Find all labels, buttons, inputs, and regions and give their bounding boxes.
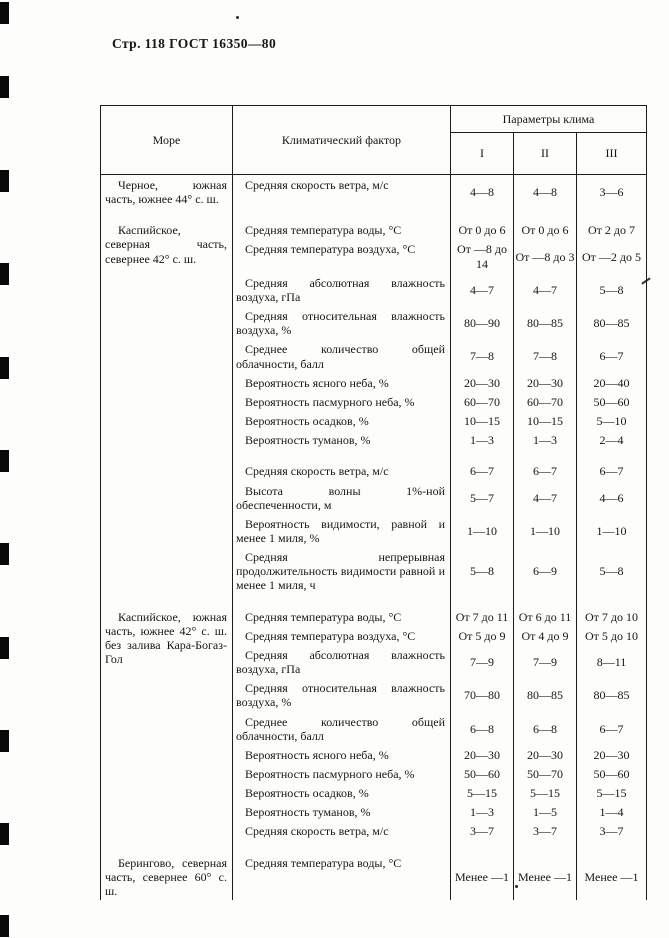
- param-value: 80—85: [577, 306, 647, 339]
- param-value: От 5 до 10: [577, 626, 647, 645]
- col-header-sea: Море: [101, 106, 233, 175]
- param-value: 1—5: [514, 802, 577, 821]
- binding-mark: [0, 170, 9, 192]
- table-body: [101, 175, 647, 901]
- param-value: 3—7: [514, 821, 577, 840]
- param-value: 6—7: [451, 449, 514, 480]
- climatic-factor: Средняя температура воды, °С: [233, 841, 451, 900]
- param-value: От 0 до 6: [451, 208, 514, 239]
- param-value: 2—4: [577, 430, 647, 449]
- climatic-factor: Средняя температура воздуха, °С: [233, 239, 451, 272]
- binding-mark: [0, 637, 9, 659]
- scan-artifact: [236, 16, 239, 19]
- col-header-param-3: III: [577, 133, 647, 175]
- page-header: Стр. 118 ГОСТ 16350—80: [112, 36, 277, 51]
- param-value: 50—60: [577, 764, 647, 783]
- table-row: [101, 841, 647, 900]
- binding-mark: [0, 823, 9, 845]
- param-value: 6—7: [577, 339, 647, 372]
- param-value: От —8 до 14: [451, 239, 514, 272]
- param-value: От 5 до 9: [451, 626, 514, 645]
- param-value: От 4 до 9: [514, 626, 577, 645]
- param-value: 5—8: [577, 547, 647, 594]
- param-value: 50—60: [451, 764, 514, 783]
- climatic-factor: Средняя абсолютная влажность воздуха, гПа: [233, 273, 451, 306]
- param-value: От 2 до 7: [577, 208, 647, 239]
- climatic-factor: Средняя скорость ветра, м/с: [233, 449, 451, 480]
- climatic-factor: Средняя скорость ветра, м/с: [233, 821, 451, 840]
- param-value: 1—3: [451, 802, 514, 821]
- col-header-param-1: I: [451, 133, 514, 175]
- param-value: 1—10: [451, 514, 514, 547]
- table-row: [101, 595, 647, 626]
- param-value: 4—8: [514, 175, 577, 209]
- climatic-factor: Средняя температура воды, °С: [233, 595, 451, 626]
- param-value: 5—15: [451, 783, 514, 802]
- binding-mark: [0, 543, 9, 565]
- climatic-factor: Среднее количество общей облачности, балл: [233, 712, 451, 745]
- param-value: От 6 до 11: [514, 595, 577, 626]
- param-value: 80—85: [514, 678, 577, 711]
- col-header-param-2: II: [514, 133, 577, 175]
- binding-mark: [0, 2, 9, 24]
- sea-name: Берингово, северная часть, севернее 60° с. ш.: [101, 841, 233, 900]
- param-value: 5—8: [451, 547, 514, 594]
- param-value: 20—30: [514, 373, 577, 392]
- climatic-factor: Средняя скорость ветра, м/с: [233, 175, 451, 209]
- climatic-factor: Высота волны 1%-ной обеспеченности, м: [233, 481, 451, 514]
- param-value: 20—30: [514, 745, 577, 764]
- climatic-factor: Вероятность пасмурного неба, %: [233, 392, 451, 411]
- param-value: 10—15: [451, 411, 514, 430]
- param-value: 20—40: [577, 373, 647, 392]
- climatic-factor: Средняя относительная влажность воздуха, %: [233, 678, 451, 711]
- param-value: 3—7: [451, 821, 514, 840]
- climatic-factor: Вероятность туманов, %: [233, 802, 451, 821]
- climatic-factor: Вероятность осадков, %: [233, 783, 451, 802]
- param-value: 4—7: [514, 481, 577, 514]
- param-value: 4—7: [514, 273, 577, 306]
- table-header: [101, 106, 647, 175]
- param-value: 7—8: [514, 339, 577, 372]
- param-value: 5—15: [514, 783, 577, 802]
- param-value: 20—30: [451, 745, 514, 764]
- param-value: 1—3: [514, 430, 577, 449]
- climatic-factor: Средняя абсолютная влажность воздуха, гПа: [233, 645, 451, 678]
- param-value: 50—70: [514, 764, 577, 783]
- binding-mark: [0, 915, 9, 937]
- param-value: 6—9: [514, 547, 577, 594]
- param-value: От —2 до 5: [577, 239, 647, 272]
- param-value: 7—9: [514, 645, 577, 678]
- param-value: 5—7: [451, 481, 514, 514]
- param-value: 80—85: [514, 306, 577, 339]
- param-value: 6—8: [451, 712, 514, 745]
- param-value: 70—80: [451, 678, 514, 711]
- climatic-factor: Средняя температура воды, °С: [233, 208, 451, 239]
- param-value: 1—3: [451, 430, 514, 449]
- table-row: [101, 175, 647, 209]
- param-value: 4—8: [451, 175, 514, 209]
- param-value: 6—7: [514, 449, 577, 480]
- param-value: 80—85: [577, 678, 647, 711]
- param-value: 6—7: [577, 449, 647, 480]
- param-value: 5—10: [577, 411, 647, 430]
- binding-mark: [0, 730, 9, 752]
- climatic-factor: Средняя относительная влажность воздуха, %: [233, 306, 451, 339]
- param-value: 1—4: [577, 802, 647, 821]
- param-value: 4—6: [577, 481, 647, 514]
- param-value: 50—60: [577, 392, 647, 411]
- climatic-factor: Средняя температура воздуха, °С: [233, 626, 451, 645]
- param-value: 8—11: [577, 645, 647, 678]
- climatic-factor: Вероятность ясного неба, %: [233, 373, 451, 392]
- climatic-factor: Вероятность пасмурного неба, %: [233, 764, 451, 783]
- param-value: 20—30: [577, 745, 647, 764]
- binding-mark: [0, 76, 9, 98]
- param-value: 60—70: [451, 392, 514, 411]
- climatic-factor: Средняя непрерывная продолжительность видимости равной и менее 1 миля, ч: [233, 547, 451, 594]
- climatic-factor: Вероятность видимости, равной и менее 1 миля, %: [233, 514, 451, 547]
- climatic-factor: Вероятность осадков, %: [233, 411, 451, 430]
- binding-mark: [0, 263, 9, 285]
- param-value: Менее —1: [451, 841, 514, 900]
- param-value: 1—10: [577, 514, 647, 547]
- climate-table: [100, 105, 647, 900]
- table-row: [101, 208, 647, 239]
- param-value: 3—7: [577, 821, 647, 840]
- sea-name: Черное, южная часть, южнее 44° с. ш.: [101, 175, 233, 209]
- col-header-factor: Климатический фактор: [233, 106, 451, 175]
- param-value: 10—15: [514, 411, 577, 430]
- param-value: 60—70: [514, 392, 577, 411]
- param-value: От 7 до 10: [577, 595, 647, 626]
- sea-name: Каспийское, южная часть, южнее 42° с. ш. без залива Кара-Богаз-Гол: [101, 595, 233, 841]
- param-value: 7—9: [451, 645, 514, 678]
- param-value: 1—10: [514, 514, 577, 547]
- param-value: 5—15: [577, 783, 647, 802]
- param-value: 6—8: [514, 712, 577, 745]
- sea-name: Каспийское, северная часть, севернее 42° с. ш.: [101, 208, 233, 594]
- param-value: Менее —1: [514, 841, 577, 900]
- param-value: 3—6: [577, 175, 647, 209]
- param-value: 20—30: [451, 373, 514, 392]
- param-value: 80—90: [451, 306, 514, 339]
- param-value: От —8 до 3: [514, 239, 577, 272]
- binding-mark: [0, 357, 9, 379]
- climatic-factor: Вероятность туманов, %: [233, 430, 451, 449]
- col-header-params-group: Параметры клима: [451, 106, 647, 133]
- param-value: От 7 до 11: [451, 595, 514, 626]
- climatic-factor: Среднее количество общей облачности, балл: [233, 339, 451, 372]
- param-value: Менее —1: [577, 841, 647, 900]
- param-value: 4—7: [451, 273, 514, 306]
- param-value: 5—8: [577, 273, 647, 306]
- param-value: 6—7: [577, 712, 647, 745]
- param-value: 7—8: [451, 339, 514, 372]
- climatic-factor: Вероятность ясного неба, %: [233, 745, 451, 764]
- param-value: От 0 до 6: [514, 208, 577, 239]
- binding-mark: [0, 450, 9, 472]
